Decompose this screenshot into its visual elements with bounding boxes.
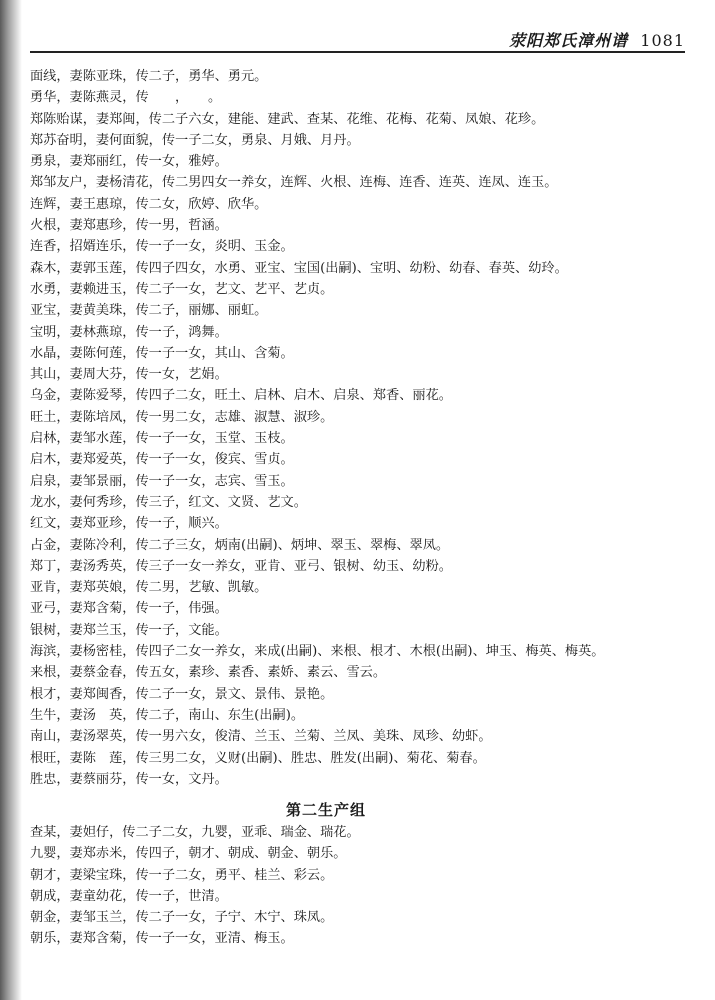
genealogy-entry: 亚弓，妻郑含菊，传一子，伟强。: [30, 601, 228, 617]
book-title: 荥阳郑氏漳州谱: [509, 31, 629, 50]
genealogy-entry: 银树，妻郑兰玉，传一子，文能。: [30, 622, 228, 638]
genealogy-entry: 连辉，妻王惠琼，传二女，欣婷、欣华。: [30, 196, 268, 212]
genealogy-entry: 海滨，妻杨密桂，传四子二女一养女，来成(出嗣)、来根、根才、木根(出嗣)、坤玉、梅英、梅英。: [30, 644, 605, 660]
genealogy-entry: 启木，妻郑爱英，传一子一女，俊宾、雪贞。: [30, 452, 294, 468]
genealogy-entry: 朝成，妻童幼花，传一子，世清。: [30, 888, 228, 904]
genealogy-entry: 占金，妻陈冷利，传二子三女，炳南(出嗣)、炳坤、翠玉、翠梅、翠凤。: [30, 537, 450, 553]
genealogy-entry: 胜忠，妻蔡丽芬，传一女，文丹。: [30, 771, 228, 787]
genealogy-entry: 连香，招婿连乐，传一子一女，炎明、玉金。: [30, 239, 294, 255]
section-heading: 第二生产组: [286, 801, 367, 819]
genealogy-entry: 查某，妻妲仔，传二子二女，九婴，亚乖、瑞金、瑞花。: [30, 825, 360, 840]
genealogy-entry: 勇泉，妻郑丽红，传一女，雅婷。: [30, 154, 228, 170]
genealogy-entry: 九婴，妻郑赤米，传四子，朝才、朝成、朝金、朝乐。: [30, 846, 347, 862]
genealogy-entry: 郑苏奋明，妻何面貌，传一子二女，勇泉、月娥、月丹。: [30, 132, 360, 148]
genealogy-entry: 根才，妻郑闽香，传二子一女，景文、景伟、景艳。: [30, 686, 334, 702]
genealogy-entry: 其山，妻周大芬，传一女，艺娟。: [30, 367, 228, 383]
genealogy-entries-section-one: [30, 66, 690, 790]
genealogy-entry: 面线，妻陈亚珠，传二子，勇华、勇元。: [30, 69, 268, 84]
genealogy-entry: 生牛，妻汤 英，传二子，南山、东生(出嗣)。: [30, 707, 305, 723]
genealogy-entry: 朝才，妻梁宝珠，传一子二女，勇平、桂兰、彩云。: [30, 867, 334, 883]
page-header: [30, 22, 685, 52]
genealogy-entry: 水勇，妻赖进玉，传二子一女，艺文、艺平、艺贞。: [30, 281, 334, 297]
genealogy-entry: 乌金，妻陈爱琴，传四子二女，旺土、启林、启木、启泉、郑香、丽花。: [30, 388, 452, 404]
genealogy-entry: 郑丁，妻汤秀英，传三子一女一养女，亚肯、亚弓、银树、幼玉、幼粉。: [30, 558, 452, 574]
genealogy-entries-section-two: [30, 822, 690, 950]
genealogy-entry: 森木，妻郭玉莲，传四子四女，水勇、亚宝、宝国(出嗣)、宝明、幼粉、幼春、春英、幼玲。: [30, 260, 568, 276]
genealogy-entry: 南山，妻汤翠英，传一男六女，俊清、兰玉、兰菊、兰凤、美珠、凤珍、幼虾。: [30, 729, 492, 745]
genealogy-entry: 朝金，妻邹玉兰，传二子一女，子宁、木宁、珠凤。: [30, 910, 334, 926]
header-rule: [30, 51, 685, 53]
genealogy-entry: 郑陈贻谋，妻郑闽，传二子六女，建能、建武、查某、花维、花梅、花菊、凤娘、花珍。: [30, 111, 545, 127]
genealogy-entry: 郑邹友户，妻杨清花，传二男四女一养女，连辉、火根、连梅、连香、连英、连凤、连玉。: [30, 175, 558, 191]
genealogy-entry: 勇华，妻陈燕灵，传 ， 。: [30, 90, 222, 106]
genealogy-entry: 水晶，妻陈何莲，传一子一女，其山、含菊。: [30, 345, 294, 361]
genealogy-entry: 亚肯，妻郑英娘，传二男，艺敏、凯敏。: [30, 580, 268, 596]
genealogy-entry: 宝明，妻林燕琼，传一子，鸿舞。: [30, 324, 228, 340]
genealogy-entry: 来根，妻蔡金春，传五女，素珍、素香、素娇、素云、雪云。: [30, 665, 387, 681]
genealogy-entry: 火根，妻郑惠珍，传一男，哲涵。: [30, 218, 228, 234]
genealogy-entry: 龙水，妻何秀珍，传三子，红文、文贤、艺文。: [30, 494, 307, 510]
genealogy-entry: 旺土，妻陈培凤，传一男二女，志雄、淑慧、淑珍。: [30, 409, 334, 425]
genealogy-entry: 启林，妻邹水莲，传一子一女，玉堂、玉枝。: [30, 431, 294, 447]
genealogy-entry: 朝乐，妻郑含菊，传一子一女，亚清、梅玉。: [30, 931, 294, 947]
book-spine-shadow: [0, 0, 22, 1000]
page-number: 1081: [640, 31, 685, 50]
genealogy-entry: 根旺，妻陈 莲，传三男二女，义财(出嗣)、胜忠、胜发(出嗣)、菊花、菊春。: [30, 750, 486, 766]
genealogy-entry: 启泉，妻邹景丽，传一子一女，志宾、雪玉。: [30, 473, 294, 489]
genealogy-entry: 红文，妻郑亚珍，传一子，顺兴。: [30, 516, 228, 532]
genealogy-entry: 亚宝，妻黄美珠，传二子，丽娜、丽虹。: [30, 303, 268, 319]
header-text: [509, 28, 685, 51]
